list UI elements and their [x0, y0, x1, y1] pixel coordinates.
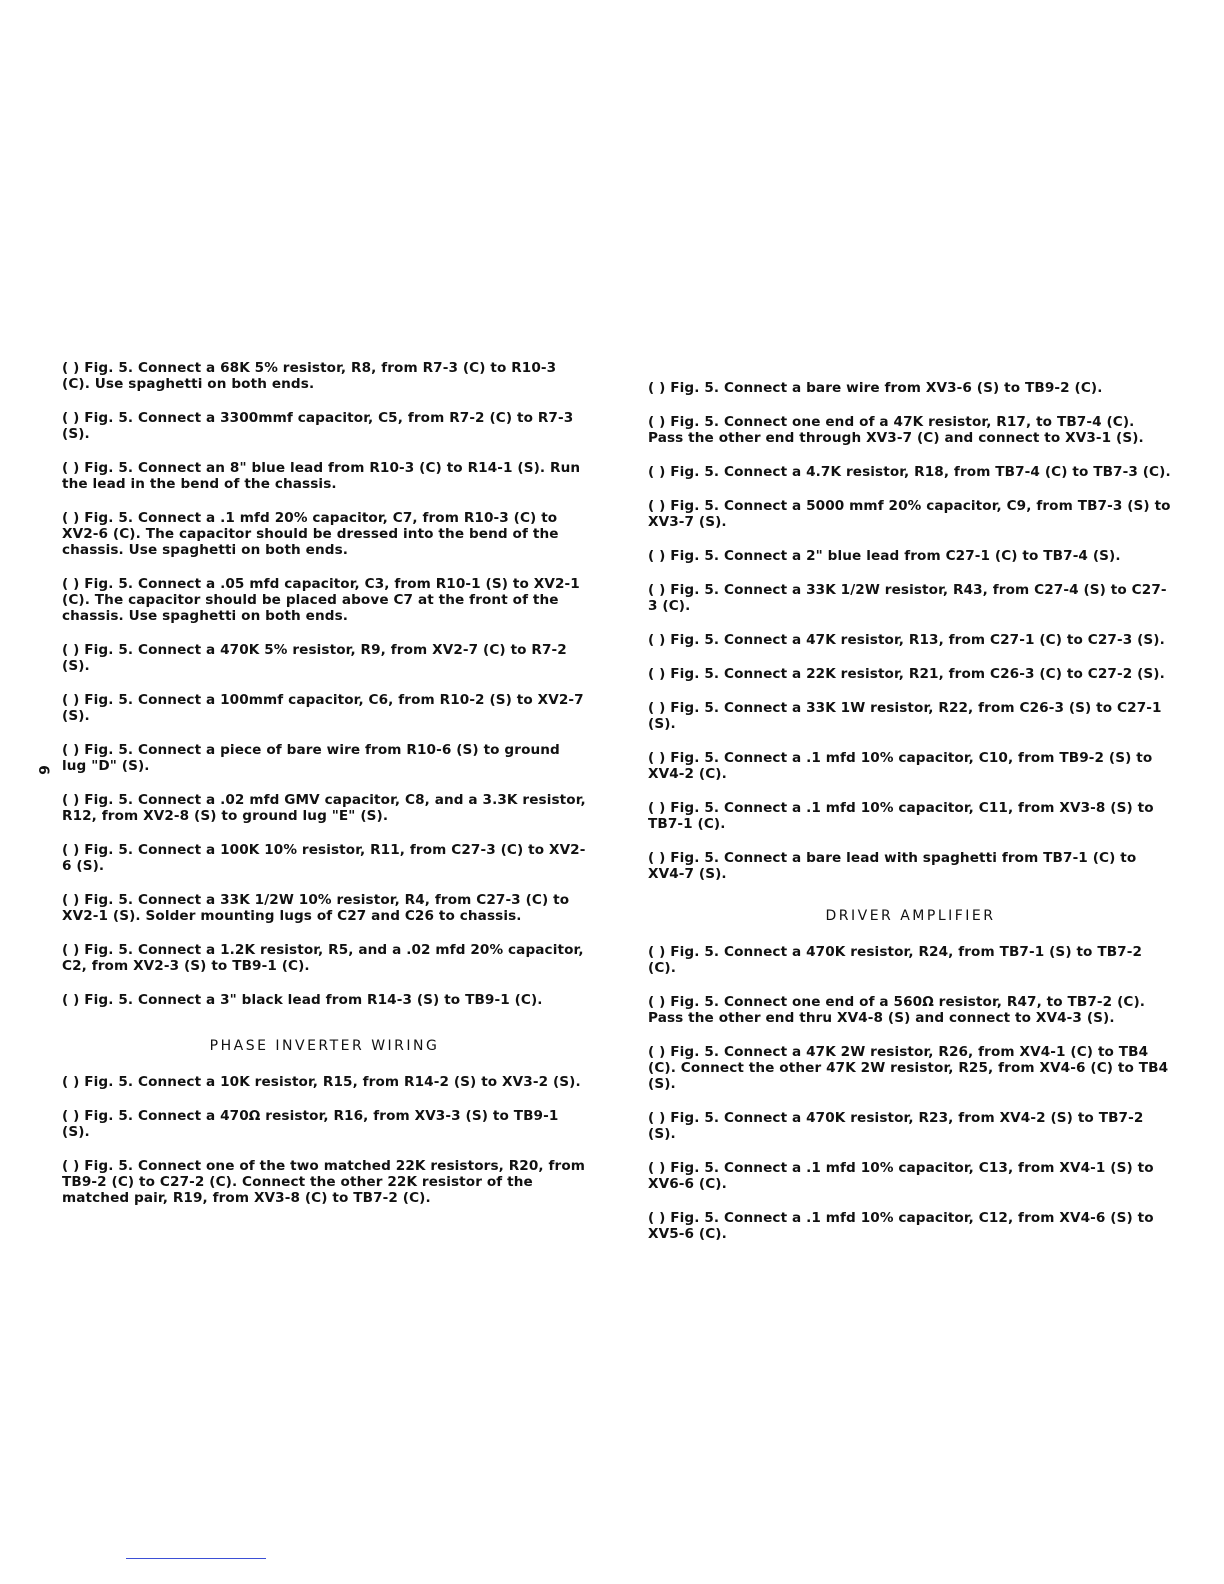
assembly-step: ( ) Fig. 5. Connect a 3" black lead from R14-3 (S) to TB9-1 (C). [62, 992, 543, 1008]
section-heading-driver-amplifier: DRIVER AMPLIFIER [825, 908, 996, 924]
assembly-step: ( ) Fig. 5. Connect a 100K 10% resistor, R11, from C27-3 (C) to XV2-6 (S). [62, 842, 586, 874]
left-column [62, 360, 587, 1224]
left-steps-before [62, 360, 587, 1008]
assembly-step: ( ) Fig. 5. Connect a .1 mfd 10% capacitor, C10, from TB9-2 (S) to XV4-2 (C). [648, 750, 1153, 782]
assembly-step: ( ) Fig. 5. Connect a 22K resistor, R21, from C26-3 (C) to C27-2 (S). [648, 666, 1165, 682]
assembly-step: ( ) Fig. 5. Connect a 33K 1W resistor, R22, from C26-3 (S) to C27-1 (S). [648, 700, 1162, 732]
footnote-rule [126, 1558, 266, 1559]
right-column [648, 360, 1173, 1260]
assembly-step: ( ) Fig. 5. Connect a 470K 5% resistor, R9, from XV2-7 (C) to R7-2 (S). [62, 642, 567, 674]
assembly-step: ( ) Fig. 5. Connect a piece of bare wire from R10-6 (S) to ground lug "D" (S). [62, 742, 560, 774]
assembly-step: ( ) Fig. 5. Connect a .1 mfd 10% capacitor, C13, from XV4-1 (S) to XV6-6 (C). [648, 1160, 1154, 1192]
assembly-step: ( ) Fig. 5. Connect a 33K 1/2W resistor, R43, from C27-4 (S) to C27-3 (C). [648, 582, 1167, 614]
assembly-step: ( ) Fig. 5. Connect a .02 mfd GMV capacitor, C8, and a 3.3K resistor, R12, from XV2-8 (S) to ground lug "E" (S). [62, 792, 586, 824]
assembly-step: ( ) Fig. 5. Connect a 470K resistor, R23, from XV4-2 (S) to TB7-2 (S). [648, 1110, 1144, 1142]
assembly-step: ( ) Fig. 5. Connect a 470K resistor, R24, from TB7-1 (S) to TB7-2 (C). [648, 944, 1143, 976]
assembly-step: ( ) Fig. 5. Connect one of the two matched 22K resistors, R20, from TB9-2 (C) to C27-2 (C). Connect the other 22K resistor of the matched pair, R19, from XV3-8 (C) to TB7-2 (C). [62, 1158, 586, 1206]
right-steps-after [648, 944, 1173, 1242]
assembly-step: ( ) Fig. 5. Connect a 100mmf capacitor, C6, from R10-2 (S) to XV2-7 (S). [62, 692, 584, 724]
page-number: 6 [34, 765, 51, 775]
assembly-step: ( ) Fig. 5. Connect a .1 mfd 10% capacitor, C11, from XV3-8 (S) to TB7-1 (C). [648, 800, 1154, 832]
assembly-step: ( ) Fig. 5. Connect a 47K 2W resistor, R26, from XV4-1 (C) to TB4 (C). Connect the other 47K 2W resistor, R25, from XV4-6 (C) to TB4 (S). [648, 1044, 1169, 1092]
assembly-step: ( ) Fig. 5. Connect a .05 mfd capacitor, C3, from R10-1 (S) to XV2-1 (C). The capacitor should be placed above C7 at the front of the chassis. Use spaghetti on both ends. [62, 576, 580, 624]
assembly-step: ( ) Fig. 5. Connect an 8" blue lead from R10-3 (C) to R14-1 (S). Run the lead in the bend of the chassis. [62, 460, 581, 492]
assembly-step: ( ) Fig. 5. Connect a 470Ω resistor, R16, from XV3-3 (S) to TB9-1 (S). [62, 1108, 559, 1140]
assembly-step: ( ) Fig. 5. Connect a .1 mfd 20% capacitor, C7, from R10-3 (C) to XV2-6 (C). The capacitor should be dressed into the bend of the chassis. Use spaghetti on both ends. [62, 510, 559, 558]
assembly-step: ( ) Fig. 5. Connect a 5000 mmf 20% capacitor, C9, from TB7-3 (S) to XV3-7 (S). [648, 498, 1171, 530]
assembly-step: ( ) Fig. 5. Connect a 10K resistor, R15, from R14-2 (S) to XV3-2 (S). [62, 1074, 581, 1090]
assembly-step: ( ) Fig. 5. Connect one end of a 47K resistor, R17, to TB7-4 (C). Pass the other end through XV3-7 (C) and connect to XV3-1 (S). [648, 414, 1144, 446]
assembly-step: ( ) Fig. 5. Connect a 4.7K resistor, R18, from TB7-4 (C) to TB7-3 (C). [648, 464, 1171, 480]
assembly-step: ( ) Fig. 5. Connect a bare wire from XV3-6 (S) to TB9-2 (C). [648, 380, 1103, 396]
right-steps-before [648, 380, 1173, 882]
left-steps-after [62, 1074, 587, 1206]
assembly-step: ( ) Fig. 5. Connect a 3300mmf capacitor, C5, from R7-2 (C) to R7-3 (S). [62, 410, 574, 442]
assembly-step: ( ) Fig. 5. Connect a 68K 5% resistor, R8, from R7-3 (C) to R10-3 (C). Use spaghetti on both ends. [62, 360, 557, 392]
assembly-step: ( ) Fig. 5. Connect a 47K resistor, R13, from C27-1 (C) to C27-3 (S). [648, 632, 1165, 648]
assembly-step: ( ) Fig. 5. Connect a 2" blue lead from C27-1 (C) to TB7-4 (S). [648, 548, 1121, 564]
assembly-step: ( ) Fig. 5. Connect a .1 mfd 10% capacitor, C12, from XV4-6 (S) to XV5-6 (C). [648, 1210, 1154, 1242]
assembly-step: ( ) Fig. 5. Connect one end of a 560Ω resistor, R47, to TB7-2 (C). Pass the other end thru XV4-8 (S) and connect to XV4-3 (S). [648, 994, 1146, 1026]
section-heading-phase-inverter: PHASE INVERTER WIRING [209, 1038, 440, 1054]
assembly-step: ( ) Fig. 5. Connect a 1.2K resistor, R5, and a .02 mfd 20% capacitor, C2, from XV2-3 (S) to TB9-1 (C). [62, 942, 584, 974]
assembly-step: ( ) Fig. 5. Connect a 33K 1/2W 10% resistor, R4, from C27-3 (C) to XV2-1 (S). Solder mounting lugs of C27 and C26 to chassis. [62, 892, 570, 924]
assembly-step: ( ) Fig. 5. Connect a bare lead with spaghetti from TB7-1 (C) to XV4-7 (S). [648, 850, 1137, 882]
